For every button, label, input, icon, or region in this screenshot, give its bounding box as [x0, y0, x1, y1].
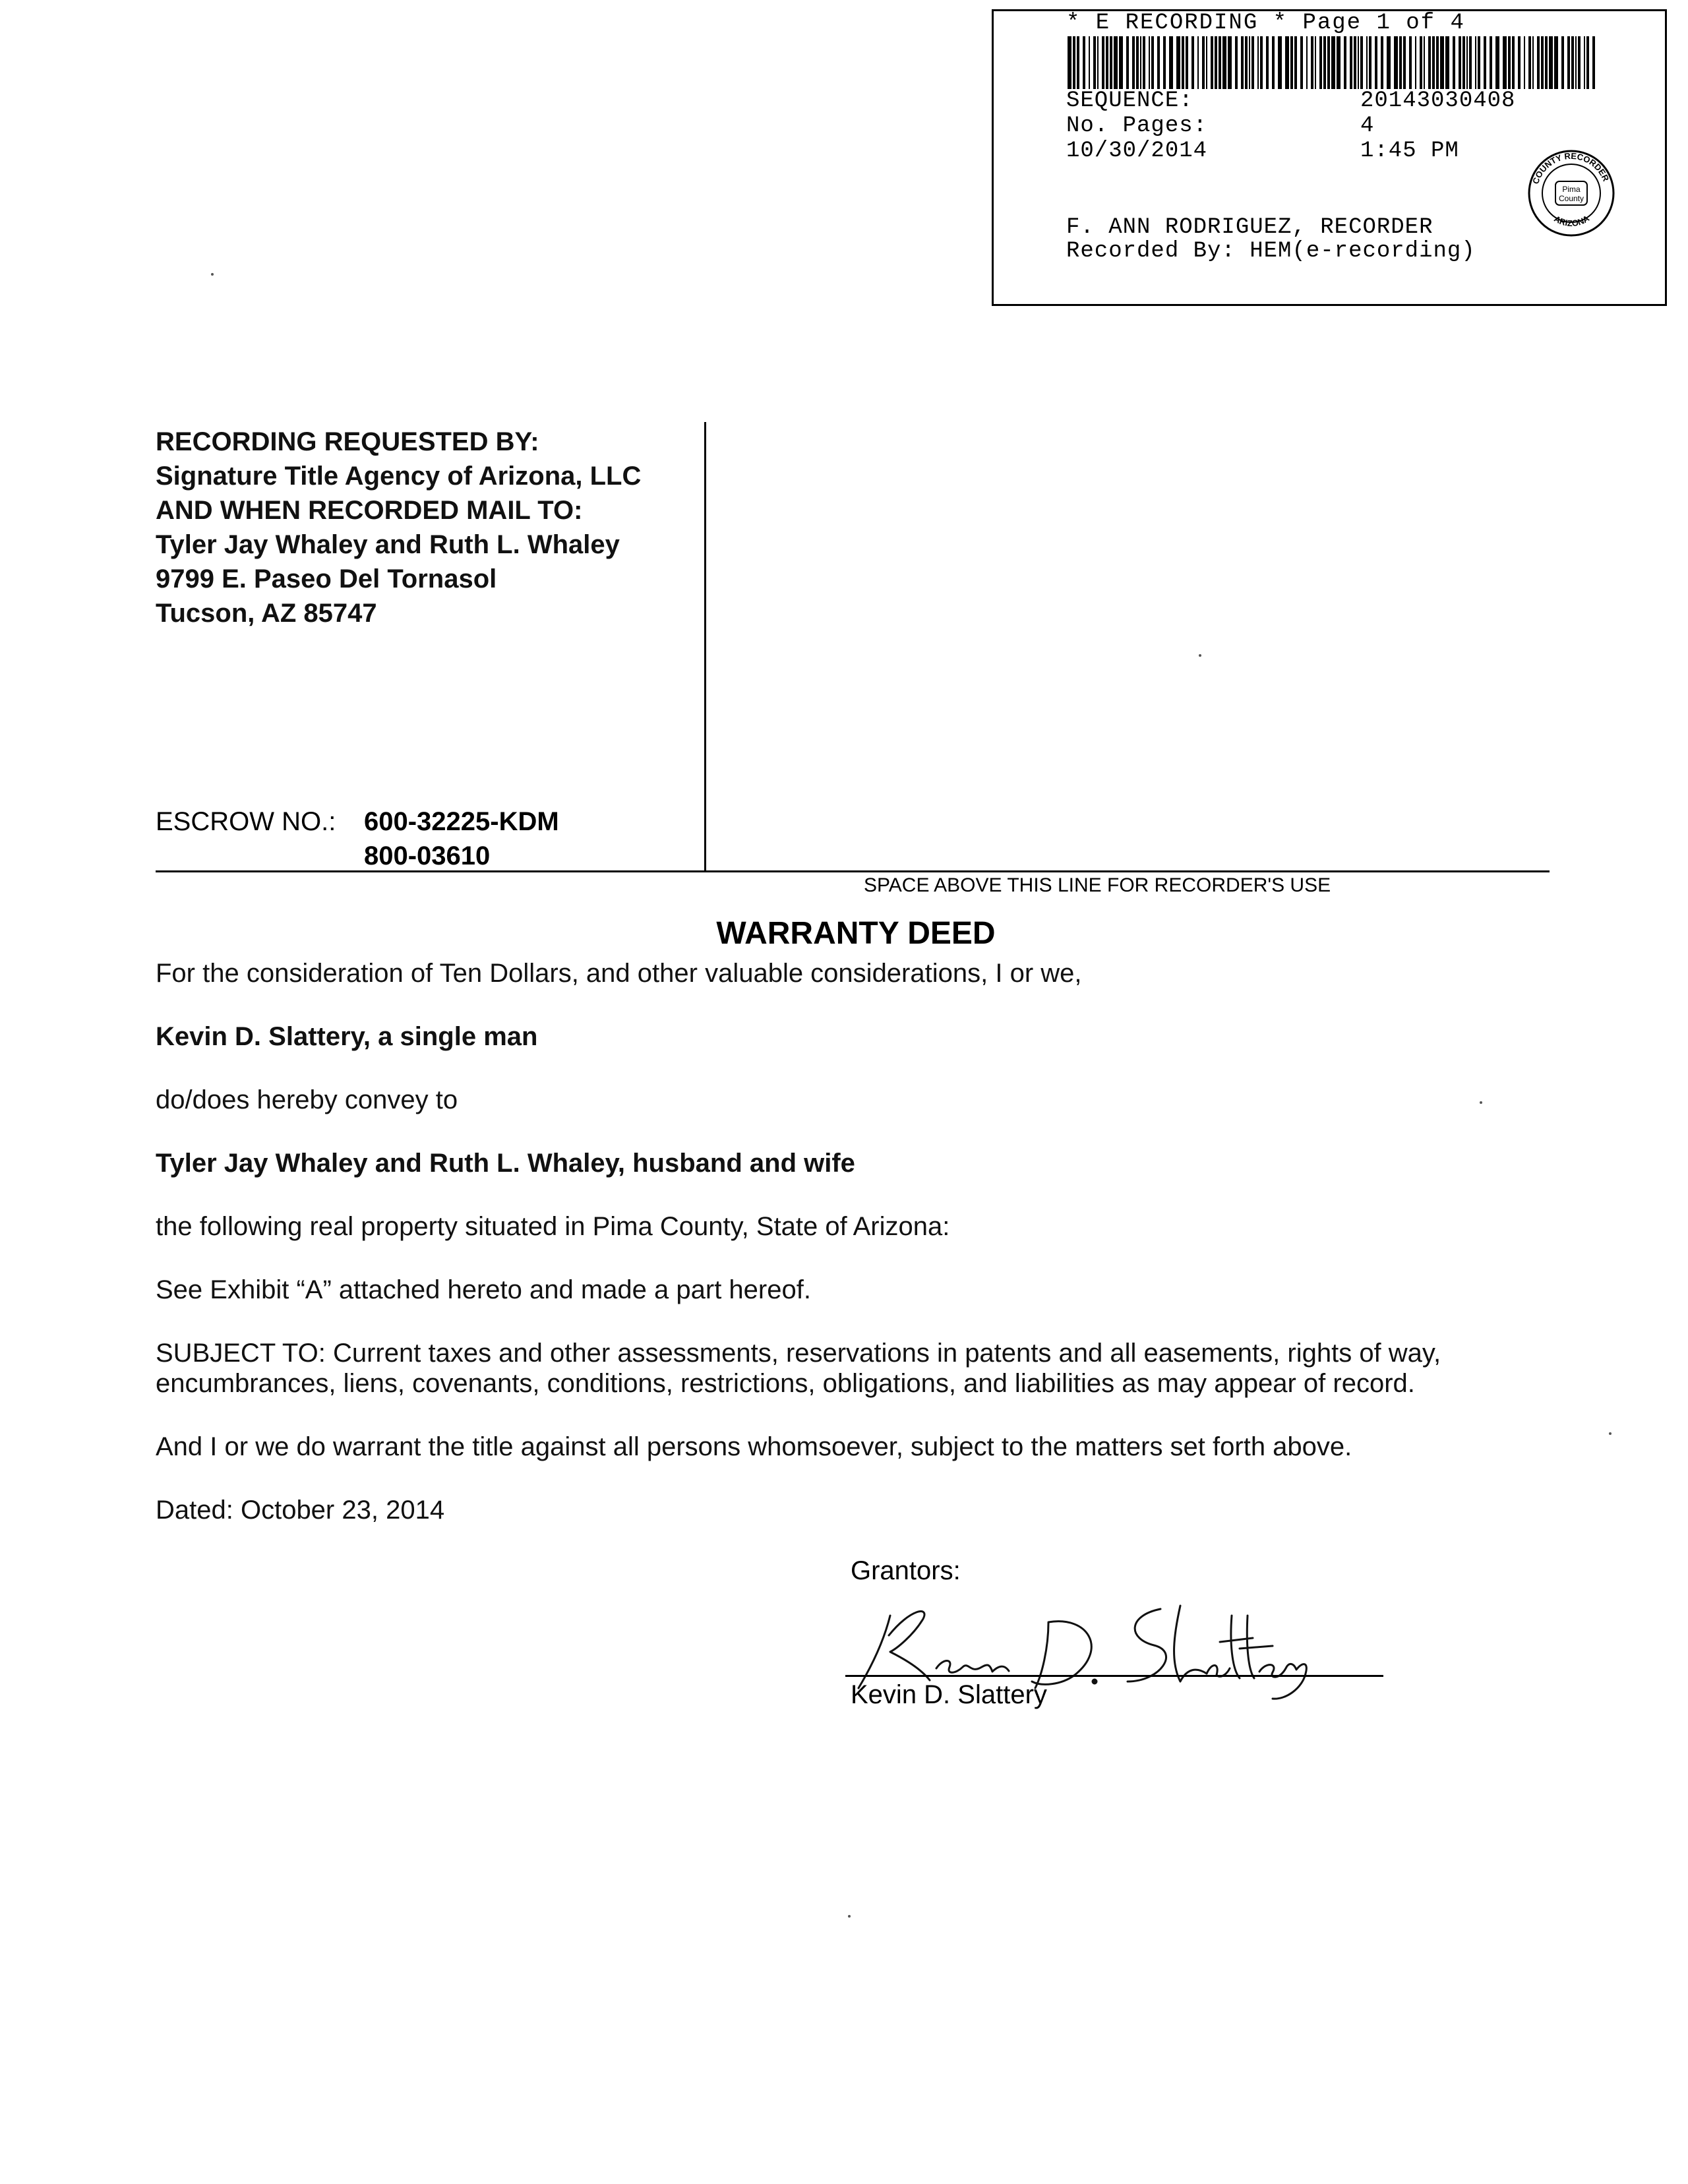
barcode-bar: [1327, 36, 1330, 89]
mail-to-city: Tucson, AZ 85747: [156, 599, 377, 628]
barcode-bar: [1578, 36, 1581, 89]
barcode-bar: [1083, 36, 1085, 89]
barcode-bar: [1375, 36, 1377, 89]
barcode-bar: [1222, 36, 1226, 89]
barcode-bar: [1586, 36, 1589, 89]
barcode-bar: [1176, 36, 1180, 89]
convey-text: do/does hereby convey to: [156, 1085, 458, 1114]
signature-line: [845, 1675, 1383, 1677]
mail-to-street: 9799 E. Paseo Del Tornasol: [156, 564, 497, 593]
escrow-numbers: [364, 804, 559, 873]
barcode-bar: [1528, 36, 1531, 89]
barcode-bar: [1257, 36, 1259, 89]
barcode-bar: [1571, 36, 1574, 89]
barcode-bar: [1369, 36, 1372, 89]
barcode-bar: [1211, 36, 1213, 89]
barcode-bar: [1311, 36, 1313, 89]
barcode-bar: [1436, 36, 1439, 89]
barcode-bar: [1469, 36, 1472, 89]
barcode-bar: [1215, 36, 1217, 89]
scan-speck: [211, 273, 214, 276]
barcode-bar: [1344, 36, 1346, 89]
barcode-bar: [1381, 36, 1383, 89]
exhibit-text: See Exhibit “A” attached hereto and made a part hereof.: [156, 1275, 811, 1304]
barcode-bar: [1126, 36, 1129, 89]
barcode-bar: [1462, 36, 1465, 89]
barcode-bar: [1561, 36, 1564, 89]
recording-requested-by: RECORDING REQUESTED BY:: [156, 427, 539, 456]
stamp-header: * E RECORDING * Page 1 of 4: [1066, 11, 1465, 36]
barcode-bar: [1319, 36, 1322, 89]
signer-name: Kevin D. Slattery: [851, 1680, 1047, 1709]
barcode-bar: [1592, 36, 1595, 89]
barcode-bar: [1554, 36, 1558, 89]
barcode-bar: [1409, 36, 1412, 89]
grantee-text: Tyler Jay Whaley and Ruth L. Whaley, husband and wife: [156, 1149, 855, 1178]
barcode-bar: [1466, 36, 1468, 89]
barcode-bar: [1089, 36, 1090, 89]
barcode-bar: [1420, 36, 1422, 89]
barcode-bar: [1186, 36, 1188, 89]
barcode-bar: [1428, 36, 1431, 89]
barcode-bar: [1503, 36, 1507, 89]
barcode-bar: [1415, 36, 1416, 89]
subject-to-line-2: encumbrances, liens, covenants, conditions, restrictions, obligations, and liabilities as may appear of record.: [156, 1369, 1415, 1398]
barcode-bar: [1387, 36, 1391, 89]
barcode-bar: [1394, 36, 1398, 89]
barcode-bar: [1567, 36, 1570, 89]
barcode-bar: [1149, 36, 1150, 89]
consideration-text: For the consideration of Ten Dollars, and other valuable considerations, I or we,: [156, 959, 1082, 988]
barcode-bar: [1358, 36, 1359, 89]
barcode-bar: [1424, 36, 1425, 89]
grantor-text: Kevin D. Slattery, a single man: [156, 1022, 538, 1051]
barcode-bar: [1140, 36, 1141, 89]
svg-text:ARIZONA: ARIZONA: [1552, 213, 1591, 229]
barcode-bar: [1453, 36, 1455, 89]
recorder-stamp: [992, 9, 1667, 306]
barcode-bar: [1077, 36, 1079, 89]
barcode-bar: [1508, 36, 1511, 89]
barcode-bar: [1549, 36, 1553, 89]
pages-value: 4: [1360, 113, 1375, 138]
title-agency: Signature Title Agency of Arizona, LLC: [156, 462, 642, 491]
barcode-bar: [1399, 36, 1402, 89]
address-block: [156, 425, 641, 630]
barcode-bar: [1518, 36, 1521, 89]
barcode-bar: [1219, 36, 1221, 89]
barcode-bar: [1106, 36, 1108, 89]
barcode-bar: [1110, 36, 1112, 89]
barcode-bar: [1495, 36, 1499, 89]
barcode-bar: [1459, 36, 1461, 89]
barcode-bar: [1093, 36, 1096, 89]
barcode-bar: [1136, 36, 1139, 89]
barcode-bar: [1290, 36, 1293, 89]
sequence-value: 20143030408: [1360, 88, 1516, 113]
barcode-bar: [1354, 36, 1356, 89]
barcode-bar: [1228, 36, 1232, 89]
escrow-number-1: 600-32225-KDM: [364, 807, 559, 836]
barcode-bar: [1151, 36, 1154, 89]
barcode-bar: [1206, 36, 1207, 89]
barcode-bar: [1251, 36, 1254, 89]
barcode-bar: [1440, 36, 1444, 89]
barcode-bar: [1294, 36, 1297, 89]
dated-text: Dated: October 23, 2014: [156, 1496, 445, 1525]
scan-speck: [1199, 654, 1201, 657]
barcode-bar: [1169, 36, 1173, 89]
svg-text:COUNTY RECORDER: COUNTY RECORDER: [1530, 150, 1612, 186]
barcode-bar: [1403, 36, 1406, 89]
recording-time: 1:45 PM: [1360, 138, 1459, 164]
recorder-use-note: SPACE ABOVE THIS LINE FOR RECORDER'S USE: [864, 874, 1331, 896]
vertical-divider: [704, 422, 706, 870]
barcode-bar: [1512, 36, 1515, 89]
barcode-bar: [1545, 36, 1548, 89]
barcode-bar: [1541, 36, 1544, 89]
scan-speck: [1609, 1432, 1612, 1435]
barcode-bar: [1235, 36, 1238, 89]
barcode-icon: [1068, 36, 1595, 89]
scan-speck: [848, 1915, 851, 1918]
barcode-bar: [1102, 36, 1104, 89]
barcode-bar: [1337, 36, 1341, 89]
escrow-label: ESCROW NO.:: [156, 807, 336, 836]
barcode-bar: [1266, 36, 1269, 89]
barcode-bar: [1484, 36, 1486, 89]
barcode-bar: [1490, 36, 1492, 89]
scan-speck: [1480, 1101, 1482, 1104]
barcode-bar: [1260, 36, 1263, 89]
barcode-bar: [1432, 36, 1435, 89]
barcode-bar: [1119, 36, 1123, 89]
mail-to-name: Tyler Jay Whaley and Ruth L. Whaley: [156, 530, 620, 559]
barcode-bar: [1132, 36, 1135, 89]
deed-title: WARRANTY DEED: [716, 916, 996, 951]
barcode-bar: [1478, 36, 1480, 89]
barcode-bar: [1249, 36, 1250, 89]
barcode-bar: [1532, 36, 1534, 89]
barcode-bar: [1360, 36, 1363, 89]
county-recorder-seal-icon: [1526, 148, 1616, 238]
warrant-text: And I or we do warrant the title against all persons whomsoever, subject to the matters set forth above.: [156, 1432, 1352, 1461]
recorder-name: F. ANN RODRIGUEZ, RECORDER: [1066, 215, 1433, 240]
barcode-bar: [1182, 36, 1184, 89]
mail-to-label: AND WHEN RECORDED MAIL TO:: [156, 496, 583, 525]
barcode-bar: [1323, 36, 1326, 89]
barcode-bar: [1315, 36, 1316, 89]
barcode-bar: [1241, 36, 1244, 89]
barcode-bar: [1068, 36, 1071, 89]
recorded-by: Recorded By: HEM(e-recording): [1066, 239, 1476, 264]
barcode-bar: [1197, 36, 1199, 89]
grantors-label: Grantors:: [851, 1556, 961, 1585]
barcode-bar: [1097, 36, 1099, 89]
barcode-bar: [1331, 36, 1335, 89]
barcode-bar: [1245, 36, 1248, 89]
barcode-bar: [1475, 36, 1476, 89]
escrow-number-2: 800-03610: [364, 841, 491, 870]
barcode-bar: [1163, 36, 1166, 89]
barcode-bar: [1445, 36, 1449, 89]
barcode-bar: [1114, 36, 1118, 89]
pages-label: No. Pages:: [1066, 113, 1208, 138]
barcode-bar: [1202, 36, 1205, 89]
recorder-use-rule: [156, 870, 1550, 872]
barcode-bar: [1524, 36, 1525, 89]
barcode-bar: [1584, 36, 1585, 89]
barcode-bar: [1143, 36, 1145, 89]
svg-text:Pima: Pima: [1562, 185, 1581, 194]
barcode-bar: [1157, 36, 1160, 89]
barcode-bar: [1285, 36, 1289, 89]
barcode-bar: [1306, 36, 1308, 89]
barcode-bar: [1073, 36, 1075, 89]
barcode-bar: [1366, 36, 1368, 89]
barcode-bar: [1537, 36, 1540, 89]
property-text: the following real property situated in Pima County, State of Arizona:: [156, 1212, 950, 1241]
barcode-bar: [1575, 36, 1577, 89]
barcode-bar: [1300, 36, 1303, 89]
recording-date: 10/30/2014: [1066, 138, 1208, 164]
sequence-label: SEQUENCE:: [1066, 88, 1193, 113]
svg-text:County: County: [1558, 194, 1584, 203]
barcode-bar: [1272, 36, 1275, 89]
barcode-bar: [1278, 36, 1282, 89]
barcode-bar: [1191, 36, 1194, 89]
subject-to-line-1: SUBJECT TO: Current taxes and other assessments, reservations in patents and all easements, rights of way,: [156, 1339, 1441, 1368]
barcode-bar: [1350, 36, 1352, 89]
